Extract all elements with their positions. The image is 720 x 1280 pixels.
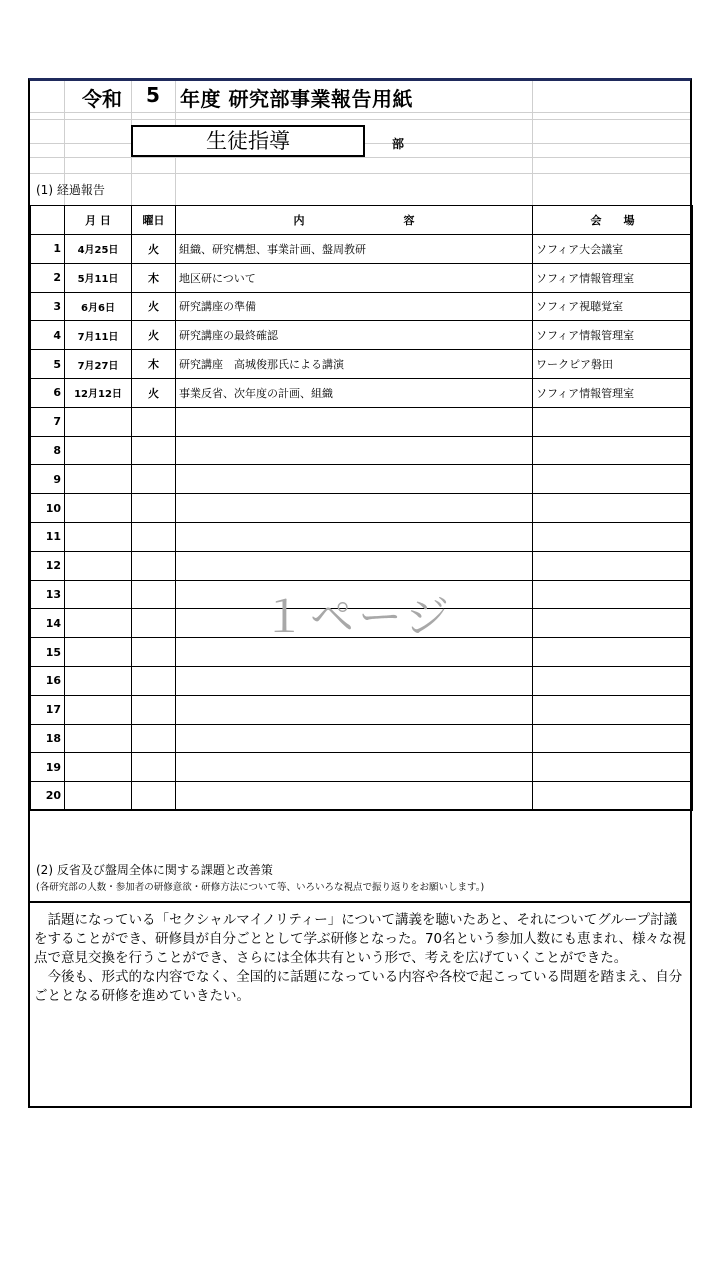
row-day bbox=[132, 609, 176, 638]
row-content bbox=[176, 782, 533, 811]
table-row bbox=[31, 695, 693, 724]
row-content: 地区研について bbox=[176, 263, 533, 292]
table-row bbox=[31, 724, 693, 753]
row-day bbox=[132, 666, 176, 695]
department-suffix: 部 bbox=[392, 137, 405, 151]
row-day bbox=[132, 551, 176, 580]
row-venue bbox=[533, 724, 693, 753]
row-day bbox=[132, 494, 176, 523]
table-row bbox=[31, 522, 693, 551]
table-row bbox=[31, 465, 693, 494]
row-venue: ソフィア大会議室 bbox=[533, 235, 693, 264]
header-content: 内 容 bbox=[176, 206, 533, 235]
table-row bbox=[31, 436, 693, 465]
section1-heading: (1) 経過報告 bbox=[36, 183, 105, 197]
row-number: 11 bbox=[31, 522, 65, 551]
department-box bbox=[131, 125, 365, 157]
row-date: 6月6日 bbox=[65, 292, 132, 321]
row-venue bbox=[533, 522, 693, 551]
row-number: 17 bbox=[31, 695, 65, 724]
row-venue bbox=[533, 580, 693, 609]
row-day bbox=[132, 695, 176, 724]
row-day bbox=[132, 724, 176, 753]
row-content bbox=[176, 695, 533, 724]
table-row bbox=[31, 263, 693, 292]
row-venue bbox=[533, 782, 693, 811]
row-number: 19 bbox=[31, 753, 65, 782]
row-date bbox=[65, 695, 132, 724]
row-day bbox=[132, 522, 176, 551]
report-sheet bbox=[28, 78, 692, 1108]
grid-line bbox=[30, 173, 690, 174]
reflection-text bbox=[30, 901, 692, 1109]
row-date bbox=[65, 580, 132, 609]
row-day bbox=[132, 436, 176, 465]
section2-note: (各研究部の人数・参加者の研修意欲・研修方法について等、いろいろな視点で振り返りをお願いします。) bbox=[36, 882, 485, 893]
row-date bbox=[65, 465, 132, 494]
row-date: 7月11日 bbox=[65, 321, 132, 350]
table-row bbox=[31, 292, 693, 321]
table-row bbox=[31, 350, 693, 379]
row-day bbox=[132, 407, 176, 436]
row-venue bbox=[533, 638, 693, 667]
header-no bbox=[31, 206, 65, 235]
row-venue bbox=[533, 695, 693, 724]
row-number: 15 bbox=[31, 638, 65, 667]
row-date bbox=[65, 522, 132, 551]
row-day: 木 bbox=[132, 263, 176, 292]
header-date: 月 日 bbox=[65, 206, 132, 235]
row-content bbox=[176, 522, 533, 551]
table-row bbox=[31, 666, 693, 695]
table-row bbox=[31, 782, 693, 811]
year-number: 5 bbox=[146, 83, 160, 107]
row-venue bbox=[533, 494, 693, 523]
reflection-paragraph: 話題になっている「セクシャルマイノリティー」について講義を聴いたあと、それについてグループ討議をすることができ、研修員が自分ごととして学ぶ研修となった。70名という参加人数にも恵まれ、様々な視点で意見交換を行うことができ、さらには全体共有という形で、考えを広げていくことができた。 bbox=[34, 912, 686, 966]
row-content: 研究講座の最終確認 bbox=[176, 321, 533, 350]
row-day bbox=[132, 465, 176, 494]
row-number: 7 bbox=[31, 407, 65, 436]
row-content bbox=[176, 407, 533, 436]
row-day: 火 bbox=[132, 378, 176, 407]
grid-line bbox=[532, 81, 533, 205]
row-venue: ソフィア情報管理室 bbox=[533, 378, 693, 407]
row-date bbox=[65, 666, 132, 695]
row-day: 火 bbox=[132, 292, 176, 321]
row-date: 5月11日 bbox=[65, 263, 132, 292]
activity-log-table bbox=[30, 205, 693, 811]
row-number: 2 bbox=[31, 263, 65, 292]
row-date bbox=[65, 724, 132, 753]
grid-line bbox=[30, 119, 690, 120]
reflection-paragraph: 今後も、形式的な内容でなく、全国的に話題になっている内容や各校で起こっている問題を踏まえ、自分ごととなる研修を進めていきたい。 bbox=[34, 969, 683, 1004]
row-content bbox=[176, 753, 533, 782]
row-number: 5 bbox=[31, 350, 65, 379]
header-venue: 会 場 bbox=[533, 206, 693, 235]
department-name: 生徒指導 bbox=[206, 129, 290, 153]
row-day bbox=[132, 782, 176, 811]
table-row bbox=[31, 235, 693, 264]
row-day bbox=[132, 580, 176, 609]
table-row bbox=[31, 551, 693, 580]
row-content: 研究講座の準備 bbox=[176, 292, 533, 321]
row-content bbox=[176, 551, 533, 580]
row-venue: ワークピア磐田 bbox=[533, 350, 693, 379]
row-date bbox=[65, 436, 132, 465]
table-row bbox=[31, 321, 693, 350]
row-date bbox=[65, 551, 132, 580]
row-content bbox=[176, 724, 533, 753]
row-venue bbox=[533, 666, 693, 695]
row-day: 木 bbox=[132, 350, 176, 379]
row-number: 20 bbox=[31, 782, 65, 811]
row-date bbox=[65, 638, 132, 667]
table-row bbox=[31, 378, 693, 407]
row-day bbox=[132, 638, 176, 667]
row-number: 8 bbox=[31, 436, 65, 465]
grid-line bbox=[30, 157, 690, 158]
row-day bbox=[132, 753, 176, 782]
grid-line bbox=[30, 112, 690, 113]
row-date bbox=[65, 407, 132, 436]
row-content bbox=[176, 666, 533, 695]
row-date: 4月25日 bbox=[65, 235, 132, 264]
row-number: 12 bbox=[31, 551, 65, 580]
table-row bbox=[31, 407, 693, 436]
row-number: 10 bbox=[31, 494, 65, 523]
table-header-row bbox=[31, 206, 693, 235]
row-venue bbox=[533, 407, 693, 436]
row-venue bbox=[533, 551, 693, 580]
section2-heading: (2) 反省及び盤周全体に関する課題と改善策 bbox=[36, 863, 273, 877]
header-day: 曜日 bbox=[132, 206, 176, 235]
row-day: 火 bbox=[132, 235, 176, 264]
era-label: 令和 bbox=[82, 87, 122, 111]
form-title: 年度 研究部事業報告用紙 bbox=[180, 87, 413, 111]
row-number: 16 bbox=[31, 666, 65, 695]
row-content bbox=[176, 436, 533, 465]
row-date bbox=[65, 609, 132, 638]
row-number: 1 bbox=[31, 235, 65, 264]
row-number: 18 bbox=[31, 724, 65, 753]
row-number: 4 bbox=[31, 321, 65, 350]
row-content: 組織、研究構想、事業計画、盤周教研 bbox=[176, 235, 533, 264]
row-number: 6 bbox=[31, 378, 65, 407]
row-date bbox=[65, 782, 132, 811]
row-number: 9 bbox=[31, 465, 65, 494]
row-number: 13 bbox=[31, 580, 65, 609]
page-watermark: １ページ bbox=[262, 592, 454, 643]
row-date: 7月27日 bbox=[65, 350, 132, 379]
row-venue bbox=[533, 753, 693, 782]
row-venue: ソフィア情報管理室 bbox=[533, 263, 693, 292]
row-venue bbox=[533, 465, 693, 494]
table-row bbox=[31, 753, 693, 782]
row-venue bbox=[533, 436, 693, 465]
row-venue bbox=[533, 609, 693, 638]
row-content bbox=[176, 494, 533, 523]
table-row bbox=[31, 494, 693, 523]
row-content: 事業反省、次年度の計画、組織 bbox=[176, 378, 533, 407]
row-number: 3 bbox=[31, 292, 65, 321]
row-venue: ソフィア視聴覚室 bbox=[533, 292, 693, 321]
row-number: 14 bbox=[31, 609, 65, 638]
row-date: 12月12日 bbox=[65, 378, 132, 407]
row-content: 研究講座 高城俊那氏による講演 bbox=[176, 350, 533, 379]
row-day: 火 bbox=[132, 321, 176, 350]
row-date bbox=[65, 753, 132, 782]
row-venue: ソフィア情報管理室 bbox=[533, 321, 693, 350]
row-date bbox=[65, 494, 132, 523]
row-content bbox=[176, 465, 533, 494]
